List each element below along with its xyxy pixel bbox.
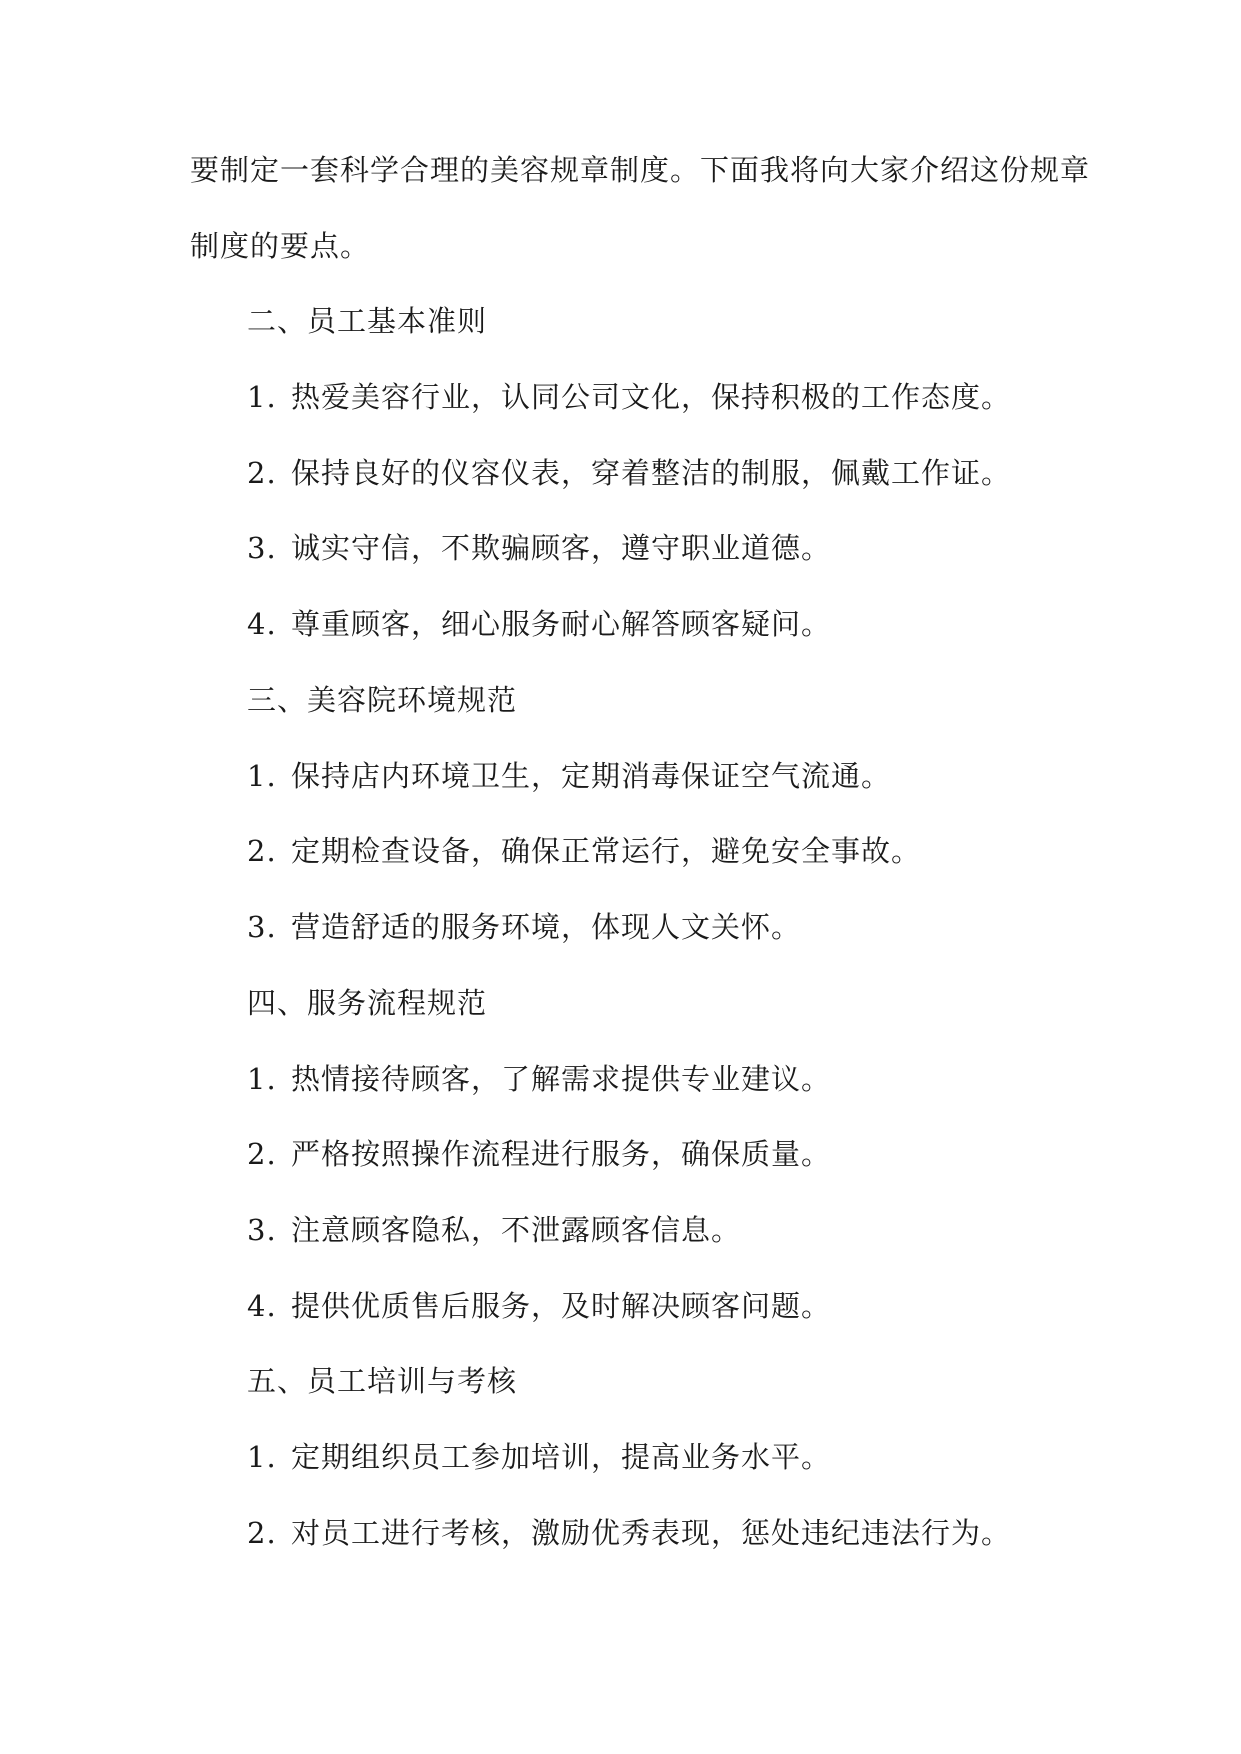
list-item-text: 诚实守信，不欺骗顾客，遵守职业道德。 [291, 531, 832, 565]
list-item [247, 909, 801, 945]
list-item-text: 热情接待顾客，了解需求提供专业建议。 [291, 1062, 832, 1096]
list-item [247, 1212, 741, 1248]
section-heading: 五、员工培训与考核 [247, 1364, 518, 1398]
section-heading: 四、服务流程规范 [247, 986, 488, 1020]
list-item-number: 1. [247, 1062, 277, 1096]
list-item [247, 379, 1011, 415]
list-item-text: 提供优质售后服务，及时解决顾客问题。 [291, 1289, 832, 1323]
list-item-text: 保持良好的仪容仪表，穿着整洁的制服，佩戴工作证。 [291, 456, 1012, 490]
list-item-number: 2. [247, 834, 277, 868]
list-item-number: 2. [247, 456, 277, 490]
list-item-text: 注意顾客隐私，不泄露顾客信息。 [291, 1213, 742, 1247]
list-item-number: 4. [247, 1289, 277, 1323]
list-item-number: 3. [247, 1213, 277, 1247]
list-item [247, 606, 831, 642]
list-item-number: 1. [247, 759, 277, 793]
list-item [247, 455, 1011, 491]
list-item-text: 热爱美容行业，认同公司文化，保持积极的工作态度。 [291, 380, 1012, 414]
list-item-text: 保持店内环境卫生，定期消毒保证空气流通。 [291, 759, 892, 793]
list-item [247, 1439, 831, 1475]
section-heading: 二、员工基本准则 [247, 304, 488, 338]
list-item-number: 1. [247, 380, 277, 414]
list-item-text: 营造舒适的服务环境，体现人文关怀。 [291, 910, 802, 944]
list-item-number: 2. [247, 1137, 277, 1171]
list-item [247, 833, 921, 869]
list-item [247, 1136, 831, 1172]
list-item-text: 尊重顾客，细心服务耐心解答顾客疑问。 [291, 607, 832, 641]
list-item-number: 2. [247, 1516, 277, 1550]
list-item-number: 3. [247, 910, 277, 944]
section-heading: 三、美容院环境规范 [247, 683, 518, 717]
list-item [247, 1515, 1011, 1551]
list-item-text: 定期组织员工参加培训，提高业务水平。 [291, 1440, 832, 1474]
list-item [247, 1061, 831, 1097]
list-item-text: 严格按照操作流程进行服务，确保质量。 [291, 1137, 832, 1171]
intro-paragraph-line-1: 要制定一套科学合理的美容规章制度。下面我将向大家介绍这份规章 [190, 153, 1091, 187]
list-item [247, 758, 891, 794]
list-item-number: 3. [247, 531, 277, 565]
list-item-number: 4. [247, 607, 277, 641]
intro-paragraph-line-2: 制度的要点。 [190, 229, 371, 263]
list-item [247, 1288, 831, 1324]
list-item-text: 对员工进行考核，激励优秀表现，惩处违纪违法行为。 [291, 1516, 1012, 1550]
list-item [247, 530, 831, 566]
list-item-number: 1. [247, 1440, 277, 1474]
list-item-text: 定期检查设备，确保正常运行，避免安全事故。 [291, 834, 922, 868]
